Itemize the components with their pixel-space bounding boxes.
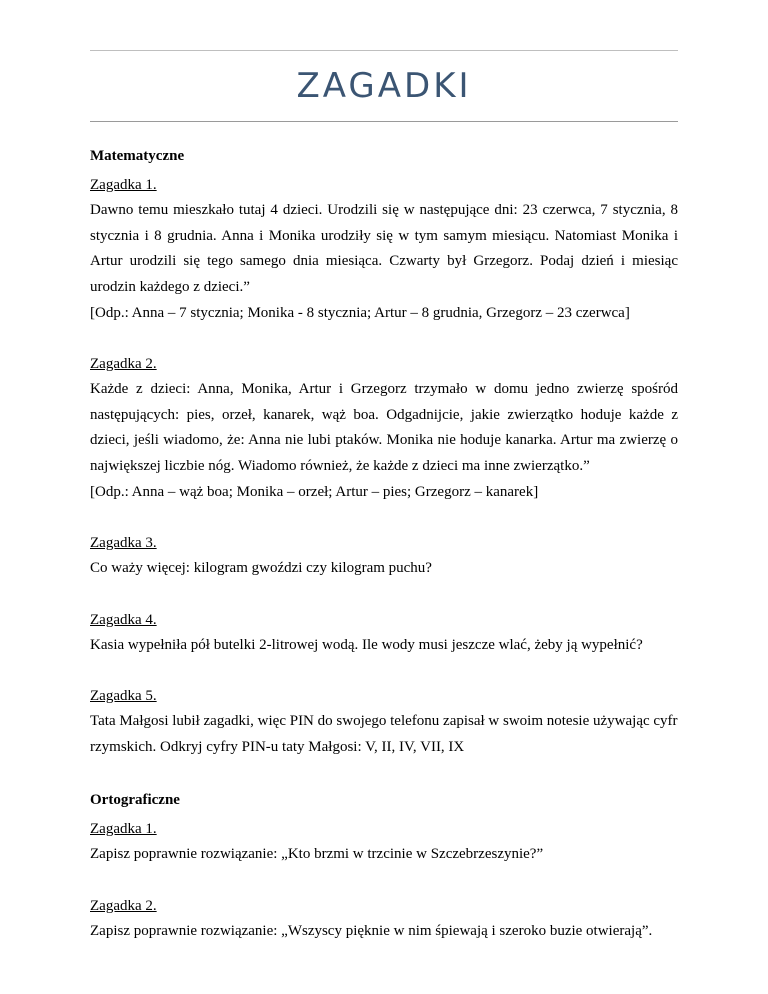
spacer xyxy=(90,658,678,683)
riddle-text: Zapisz poprawnie rozwiązanie: „Kto brzmi w trzcinie w Szczebrzeszynie?” xyxy=(90,846,544,862)
riddle-text: Co waży więcej: kilogram gwoździ czy kilogram puchu? xyxy=(90,560,432,576)
riddle-item xyxy=(90,607,678,659)
riddle-label: Zagadka 4. xyxy=(90,611,157,628)
riddle-text: Tata Małgosi lubił zagadki, więc PIN do swojego telefonu zapisał w swoim notesie używając cyfr rzymskich. Odkryj cyfry PIN-u taty Małgosi: V, II, IV, VII, IX xyxy=(90,713,678,755)
section-orthography xyxy=(90,784,678,944)
riddle-label: Zagadka 5. xyxy=(90,688,157,704)
section-math xyxy=(90,140,678,760)
riddle-text: Każde z dzieci: Anna, Monika, Artur i Grzegorz trzymało w domu jedno zwierzę spośród następujących: pies, orzeł, kanarek, wąż boa. Odgadnijcie, jakie zwierzątko hoduje każde z dzieci, jeśli wiadomo, że: Anna nie lubi ptaków. Monika nie hoduje kanarka. Artur ma zwierzę o największej liczbie nóg. Wiadomo również, że każde z dzieci ma inne zwierzątko.” xyxy=(90,381,678,474)
riddle-item xyxy=(90,530,678,582)
riddle-answer: [Odp.: Anna – 7 stycznia; Monika - 8 stycznia; Artur – 8 grudnia, Grzegorz – 23 czerwca] xyxy=(90,305,630,321)
riddle-label: Zagadka 1. xyxy=(90,177,157,193)
section-heading: Matematyczne xyxy=(90,148,185,164)
section-heading: Ortograficzne xyxy=(90,792,180,808)
riddle-label: Zagadka 2. xyxy=(90,897,157,914)
riddle-item xyxy=(90,172,678,326)
riddle-item xyxy=(90,816,678,868)
spacer xyxy=(90,760,678,784)
riddle-item xyxy=(90,893,678,945)
spacer xyxy=(90,505,678,530)
riddle-label: Zagadka 3. xyxy=(90,535,157,551)
spacer xyxy=(90,582,678,607)
riddle-text: Dawno temu mieszkało tutaj 4 dzieci. Urodzili się w następujące dni: 23 czerwca, 7 stycznia, 8 stycznia i 8 grudnia. Anna i Monika urodziły się w tym samym miesiącu. Natomiast Monika i Artur urodzili się tego samego dnia miesiąca. Czwarty był Grzegorz. Podaj dzień i miesiąc urodzin każdego z dzieci.” xyxy=(90,202,678,295)
spacer xyxy=(90,868,678,893)
document-body xyxy=(90,140,678,944)
spacer xyxy=(90,326,678,351)
page-title: ZAGADKI xyxy=(296,66,472,106)
riddle-answer: [Odp.: Anna – wąż boa; Monika – orzeł; Artur – pies; Grzegorz – kanarek] xyxy=(90,484,539,500)
riddle-label: Zagadka 2. xyxy=(90,356,157,372)
title-top-rule xyxy=(90,50,678,51)
title-bottom-rule xyxy=(90,121,678,122)
riddle-text: Zapisz poprawnie rozwiązanie: „Wszyscy pięknie w nim śpiewają i szeroko buzie otwierają”. xyxy=(90,922,653,939)
riddle-item xyxy=(90,351,678,505)
riddle-label: Zagadka 1. xyxy=(90,821,157,837)
riddle-item xyxy=(90,683,678,760)
riddle-text: Kasia wypełniła pół butelki 2-litrowej wodą. Ile wody musi jeszcze wlać, żeby ją wypełnić? xyxy=(90,636,643,653)
